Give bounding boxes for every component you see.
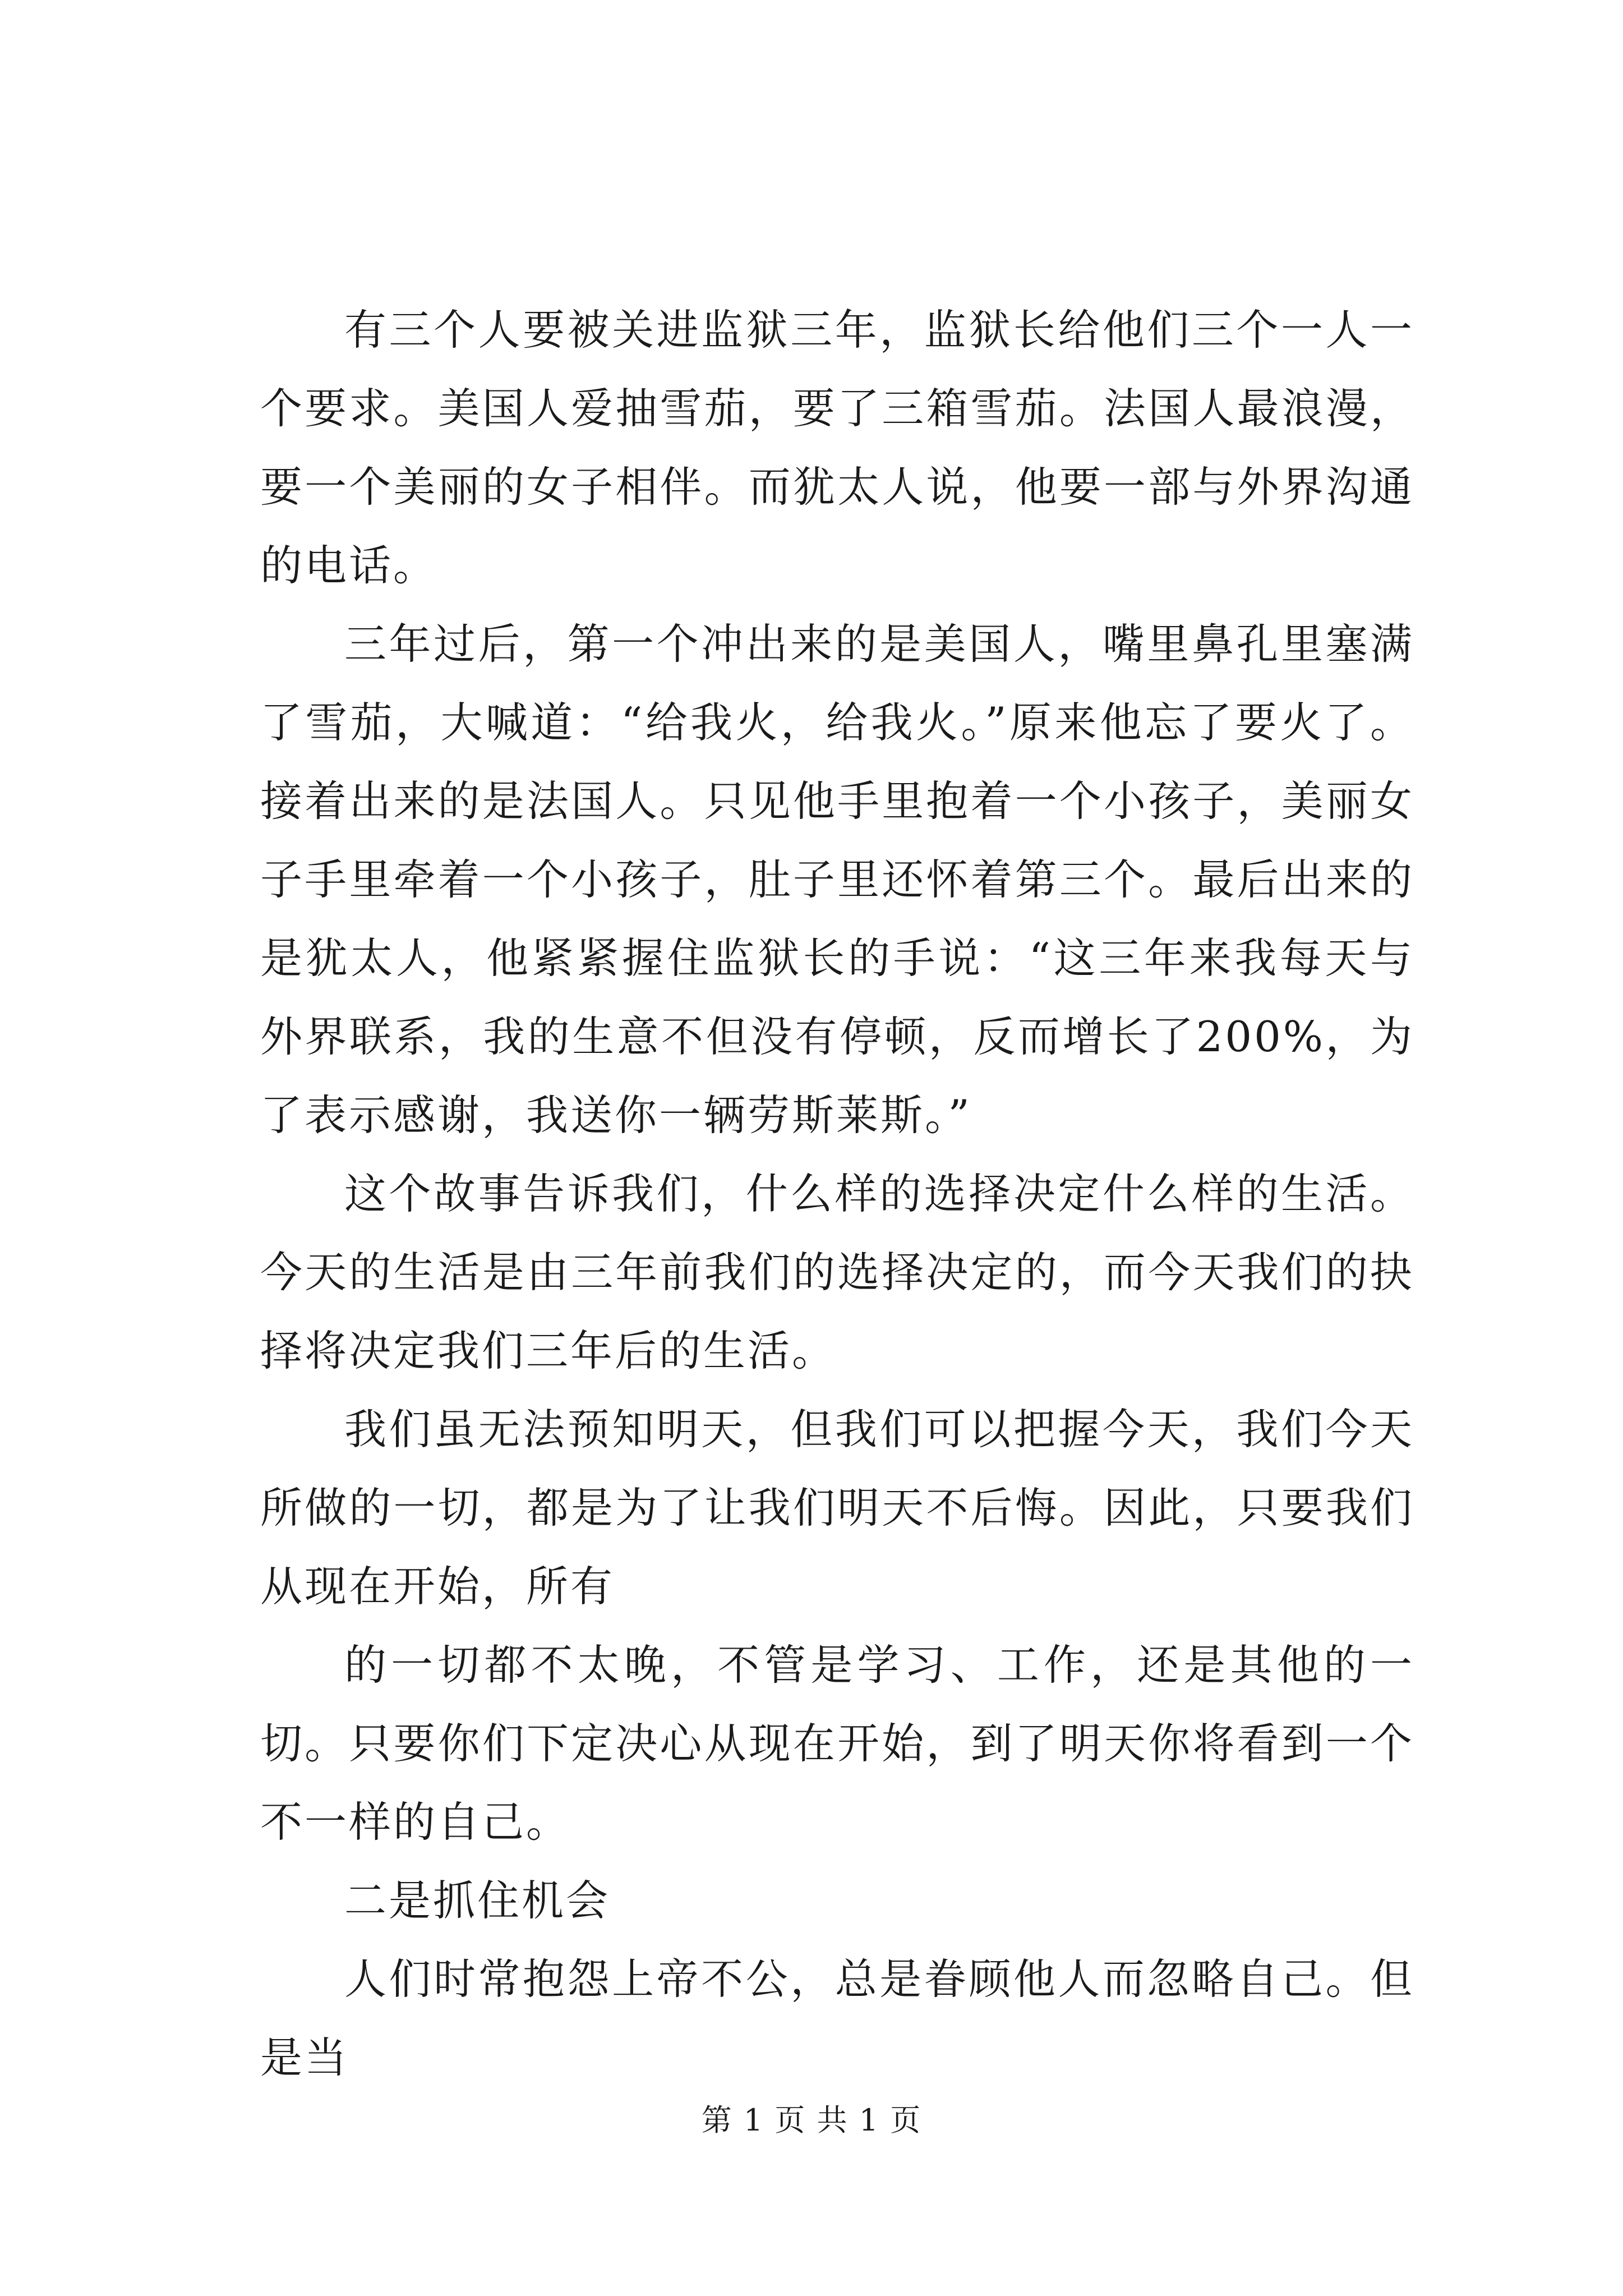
- paragraph-5: 的一切都不太晚，不管是学习、工作，还是其他的一切。只要你们下定决心从现在开始，到了明天你将看到一个不一样的自己。: [260, 1640, 1414, 1847]
- document-body: [260, 291, 1414, 2097]
- paragraph-3: 这个故事告诉我们，什么样的选择决定什么样的生活。今天的生活是由三年前我们的选择决定的，而今天我们的抉择将决定我们三年后的生活。: [260, 1169, 1414, 1375]
- paragraph-4: 我们虽无法预知明天，但我们可以把握今天，我们今天所做的一切，都是为了让我们明天不后悔。因此，只要我们从现在开始，所有: [260, 1405, 1414, 1611]
- paragraph-2: 三年过后，第一个冲出来的是美国人，嘴里鼻孔里塞满了雪茄，大喊道：“给我火，给我火。”原来他忘了要火了。接着出来的是法国人。只见他手里抱着一个小孩子，美丽女子手里牵着一个小孩子，肚子里还怀着第三个。最后出来的是犹太人，他紧紧握住监狱长的手说：“这三年来我每天与外界联系，我的生意不但没有停顿，反而增长了200%，为了表示感谢，我送你一辆劳斯莱斯。”: [260, 619, 1414, 1140]
- page-number-footer: 第 1 页 共 1 页: [701, 2102, 922, 2138]
- section-heading: 二是抓住机会: [344, 1876, 611, 1925]
- paragraph-6: 人们时常抱怨上帝不公，总是眷顾他人而忽略自己。但是当: [260, 1954, 1414, 2082]
- paragraph-1: 有三个人要被关进监狱三年，监狱长给他们三个一人一个要求。美国人爱抽雪茄，要了三箱雪茄。法国人最浪漫，要一个美丽的女子相伴。而犹太人说，他要一部与外界沟通的电话。: [260, 305, 1414, 590]
